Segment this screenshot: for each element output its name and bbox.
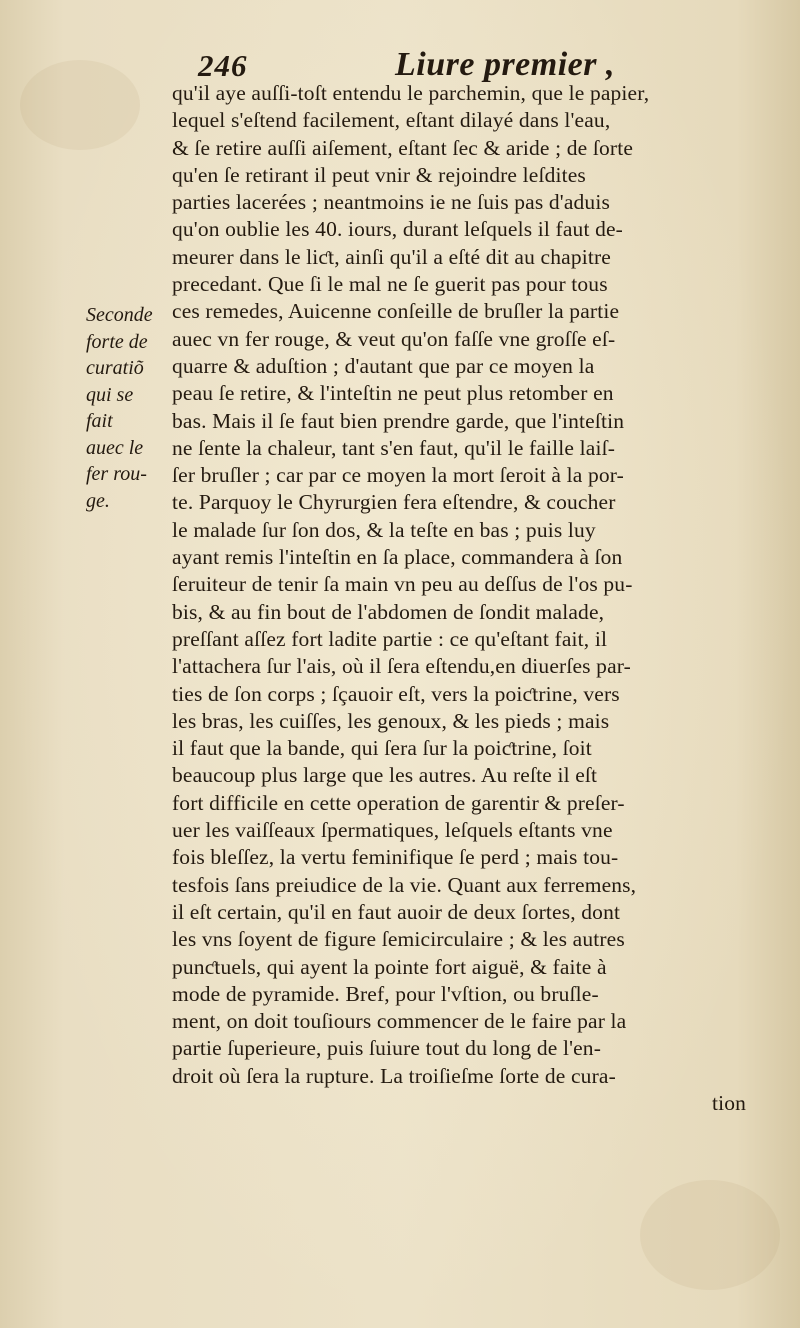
margin-note-line: ge. — [86, 489, 110, 512]
text-line: qu'on oublie les 40. iours, durant leſquels il faut de- — [172, 217, 623, 242]
text-line: quarre & aduſtion ; d'autant que par ce moyen la — [172, 353, 595, 378]
text-line: fort difficile en cette operation de garentir & preſer- — [172, 790, 625, 815]
text-line: ne ſente la chaleur, tant s'en faut, qu'il le faille laiſ- — [172, 435, 616, 460]
body-text — [172, 80, 784, 1117]
text-line: & ſe retire auſſi aiſement, eſtant ſec & aride ; de ſorte — [172, 135, 634, 160]
page-number: 246 — [198, 48, 248, 83]
text-line: lequel s'eſtend facilement, eſtant dilayé dans l'eau, — [172, 108, 611, 133]
margin-note-line: fait — [86, 410, 113, 432]
text-line: auec vn fer rouge, & veut qu'on faſſe vne groſſe eſ- — [172, 326, 616, 351]
text-line: precedant. Que ſi le mal ne ſe guerit pas pour tous — [172, 272, 608, 297]
text-line: ſeruiteur de tenir ſa main vn peu au deſſus de l'os pu- — [172, 572, 633, 597]
text-line: il eſt certain, qu'il en faut auoir de deux ſortes, dont — [172, 899, 621, 924]
margin-note-line: fer rou- — [86, 463, 147, 485]
text-line: ces remedes, Auicenne conſeille de bruſler la partie — [172, 299, 620, 324]
text-line: punƈtuels, qui ayent la pointe fort aiguë, & faite à — [172, 954, 607, 979]
text-line: ſer bruſler ; car par ce moyen la mort ſeroit à la por- — [172, 463, 624, 488]
paper-stain — [20, 60, 140, 150]
margin-note — [86, 302, 172, 514]
text-line: mode de pyramide. Bref, pour l'vſtion, ou bruſle- — [172, 981, 599, 1006]
margin-note-line: forte de — [86, 330, 148, 353]
text-line: uer les vaiſſeaux ſpermatiques, leſquels eſtants vne — [172, 818, 613, 843]
text-line: tesfois ſans preiudice de la vie. Quant aux ferremens, — [172, 872, 637, 897]
text-line: droit où ſera la rupture. La troiſieſme ſorte de cura- — [172, 1063, 616, 1088]
text-line: partie ſuperieure, puis ſuiure tout du long de l'en- — [172, 1036, 602, 1061]
text-line: beaucoup plus large que les autres. Au reſte il eſt — [172, 763, 598, 788]
margin-note-line: qui se — [86, 383, 134, 406]
margin-note-line: auec le — [86, 436, 144, 459]
text-line: le malade ſur ſon dos, & la teſte en bas ; puis luy — [172, 517, 596, 542]
text-line: qu'en ſe retirant il peut vnir & rejoindre leſdites — [172, 162, 586, 187]
text-line: te. Parquoy le Chyrurgien fera eſtendre, & coucher — [172, 490, 616, 515]
text-line: il faut que la bande, qui ſera ſur la poiƈtrine, ſoit — [172, 736, 592, 761]
text-line: parties lacerées ; neantmoins ie ne ſuis pas d'aduis — [172, 190, 610, 215]
text-line: meurer dans le liƈt, ainſi qu'il a eſté dit au chapitre — [172, 244, 611, 269]
text-line: les bras, les cuiſſes, les genoux, & les pieds ; mais — [172, 708, 610, 733]
text-line: bis, & au fin bout de l'abdomen de ſondit malade, — [172, 599, 605, 624]
text-line: l'attachera ſur l'ais, où il ſera eſtendu,en diuerſes par- — [172, 654, 631, 679]
running-title: Liure premier , — [395, 46, 615, 83]
text-line: bas. Mais il ſe faut bien prendre garde, que l'inteſtin — [172, 408, 625, 433]
text-line: ment, on doit touſiours commencer de le faire par la — [172, 1009, 627, 1034]
text-line: les vns ſoyent de figure ſemicirculaire ; & les autres — [172, 927, 625, 952]
text-line: fois bleſſez, la vertu feminifique ſe perd ; mais tou- — [172, 845, 619, 870]
text-line: tion — [711, 1090, 746, 1115]
paper-stain — [640, 1180, 780, 1290]
text-line: qu'il aye auſſi-toſt entendu le parchemin, que le papier, — [172, 81, 650, 105]
text-line: ties de ſon corps ; ſçauoir eſt, vers la poiƈtrine, vers — [172, 681, 620, 706]
margin-note-line: Seconde — [86, 304, 153, 326]
margin-note-line: curatiõ — [86, 357, 144, 379]
text-line: peau ſe retire, & l'inteſtin ne peut plus retomber en — [172, 381, 614, 406]
text-line: ayant remis l'inteſtin en ſa place, commandera à ſon — [172, 545, 623, 570]
text-line: preſſant aſſez fort ladite partie : ce qu'eſtant fait, il — [172, 626, 608, 651]
